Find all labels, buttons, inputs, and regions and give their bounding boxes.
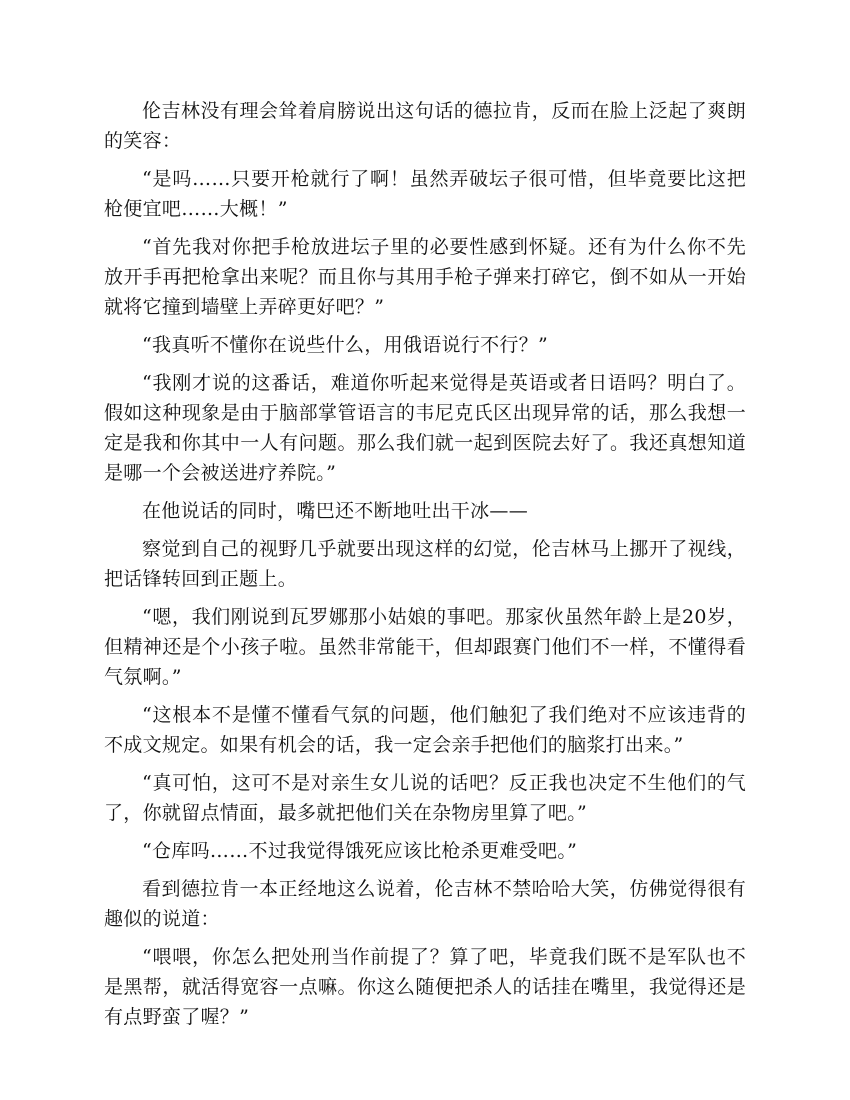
paragraph: “这根本不是懂不懂看气氛的问题，他们触犯了我们绝对不应该违背的不成文规定。如果有机会的话，我一定会亲手把他们的脑浆打出来。” [104,704,746,756]
paragraph: 在他说话的同时，嘴巴还不断地吐出干冰—— [142,500,529,522]
paragraph: “是吗……只要开枪就行了啊！虽然弄破坛子很可惜，但毕竟要比这把枪便宜吧……大概！” [104,168,746,220]
paragraph: “我真听不懂你在说些什么，用俄语说行不行？” [142,334,549,356]
paragraph: 伦吉林没有理会耸着肩膀说出这句话的德拉肯，反而在脸上泛起了爽朗的笑容： [104,100,746,152]
paragraph: “我刚才说的这番话，难道你听起来觉得是英语或者日语吗？明白了。假如这种现象是由于脑部掌管语言的韦尼克氏区出现异常的话，那么我想一定是我和你其中一人有问题。那么我们就一起到医院去好了。我还真想知道是哪一个会被送进疗养院。” [104,372,746,484]
paragraph: “喂喂，你怎么把处刑当作前提了？算了吧，毕竟我们既不是军队也不是黑帮，就活得宽容一点嘛。你这么随便把杀人的话挂在嘴里，我觉得还是有点野蛮了喔？” [104,946,746,1028]
paragraph: 察觉到自己的视野几乎就要出现这样的幻觉，伦吉林马上挪开了视线，把话锋转回到正题上。 [104,538,746,590]
document-page [104,96,746,1040]
paragraph: “仓库吗……不过我觉得饿死应该比枪杀更难受吧。” [142,840,578,862]
paragraph: “真可怕，这可不是对亲生女儿说的话吧？反正我也决定不生他们的气了，你就留点情面，最多就把他们关在杂物房里算了吧。” [104,772,746,824]
paragraph: “首先我对你把手枪放进坛子里的必要性感到怀疑。还有为什么你不先放开手再把枪拿出来呢？而且你与其用手枪子弹来打碎它，倒不如从一开始就将它撞到墙壁上弄碎更好吧？” [104,236,746,318]
paragraph: “嗯，我们刚说到瓦罗娜那小姑娘的事吧。那家伙虽然年龄上是20岁，但精神还是个小孩子啦。虽然非常能干，但却跟赛门他们不一样，不懂得看气氛啊。” [104,606,746,688]
paragraph: 看到德拉肯一本正经地这么说着，伦吉林不禁哈哈大笑，仿佛觉得很有趣似的说道： [104,878,746,930]
